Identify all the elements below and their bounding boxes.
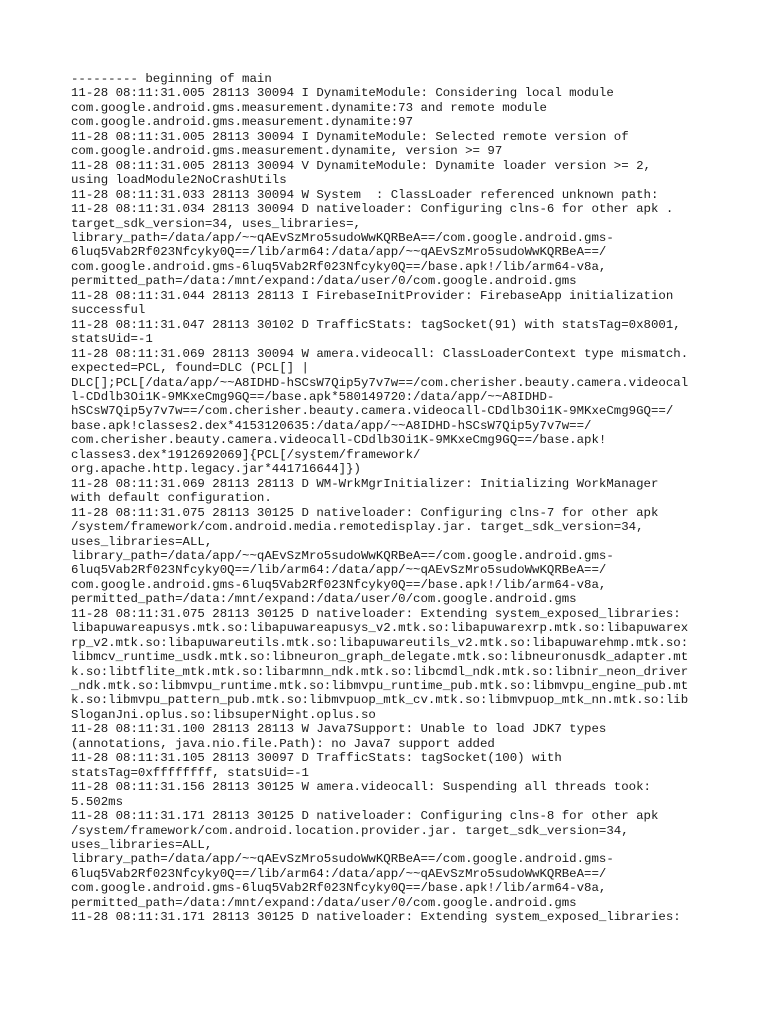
log-line: (annotations, java.nio.file.Path): no Java7 support added	[71, 736, 495, 751]
log-line: rp_v2.mtk.so:libapuwareutils.mtk.so:libapuwareutils_v2.mtk.so:libapuwarehmp.mtk.so:	[71, 635, 689, 650]
log-line: k.so:libmvpu_pattern_pub.mtk.so:libmvpuop_mtk_cv.mtk.so:libmvpuop_mtk_nn.mtk.so:lib	[71, 693, 689, 708]
log-line: 11-28 08:11:31.171 28113 30125 D nativeloader: Extending system_exposed_libraries:	[71, 910, 681, 925]
log-line: 11-28 08:11:31.105 28113 30097 D TrafficStats: tagSocket(100) with	[71, 751, 562, 766]
log-line: --------- beginning of main	[71, 72, 272, 86]
log-line: target_sdk_version=34, uses_libraries=,	[71, 216, 361, 231]
log-line: 11-28 08:11:31.005 28113 30094 V DynamiteModule: Dynamite loader version >= 2,	[71, 158, 651, 173]
log-line: /system/framework/com.android.media.remotedisplay.jar. target_sdk_version=34,	[71, 520, 644, 535]
log-line: hSCsW7Qip5y7v7w==/com.cherisher.beauty.camera.videocall-CDdlb3Oi1K-9MKxeCmg9GQ==/	[71, 404, 674, 419]
log-line: DLC[];PCL[/data/app/~~A8IDHD-hSCsW7Qip5y7v7w==/com.cherisher.beauty.camera.videocal	[71, 375, 689, 390]
log-line: com.cherisher.beauty.camera.videocall-CDdlb3Oi1K-9MKxeCmg9GQ==/base.apk!	[71, 433, 607, 448]
log-line: com.google.android.gms.measurement.dynamite:73 and remote module	[71, 100, 547, 115]
log-line: 11-28 08:11:31.005 28113 30094 I DynamiteModule: Selected remote version of	[71, 129, 629, 144]
log-line: 11-28 08:11:31.034 28113 30094 D nativeloader: Configuring clns-6 for other apk .	[71, 202, 674, 217]
log-line: com.google.android.gms-6luq5Vab2Rf023Nfcyky0Q==/base.apk!/lib/arm64-v8a,	[71, 577, 607, 592]
log-line: com.google.android.gms-6luq5Vab2Rf023Nfcyky0Q==/base.apk!/lib/arm64-v8a,	[71, 881, 607, 896]
log-line: libapuwareapusys.mtk.so:libapuwareapusys_v2.mtk.so:libapuwarexrp.mtk.so:libapuwarex	[71, 621, 689, 636]
log-document	[71, 72, 711, 925]
log-line: uses_libraries=ALL,	[71, 534, 213, 549]
log-line: expected=PCL, found=DLC (PCL[] |	[71, 361, 309, 376]
log-line: 11-28 08:11:31.100 28113 28113 W Java7Support: Unable to load JDK7 types	[71, 722, 607, 737]
log-line: classes3.dex*1912692069]{PCL[/system/framework/	[71, 447, 421, 462]
log-line: permitted_path=/data:/mnt/expand:/data/user/0/com.google.android.gms	[71, 592, 577, 607]
log-line: 6luq5Vab2Rf023Nfcyky0Q==/lib/arm64:/data/app/~~qAEvSzMro5sudoWwKQRBeA==/	[71, 563, 607, 578]
log-line: com.google.android.gms.measurement.dynamite, version >= 97	[71, 144, 503, 159]
log-line: com.google.android.gms-6luq5Vab2Rf023Nfcyky0Q==/base.apk!/lib/arm64-v8a,	[71, 259, 607, 274]
log-line: k.so:libtflite_mtk.mtk.so:libarmnn_ndk.mtk.so:libcmdl_ndk.mtk.so:libnir_neon_driver	[71, 664, 689, 679]
log-line: library_path=/data/app/~~qAEvSzMro5sudoWwKQRBeA==/com.google.android.gms-	[71, 548, 614, 563]
log-line: com.google.android.gms.measurement.dynamite:97	[71, 115, 414, 130]
log-line: base.apk!classes2.dex*4153120635:/data/app/~~A8IDHD-hSCsW7Qip5y7v7w==/	[71, 418, 592, 433]
log-line: permitted_path=/data:/mnt/expand:/data/user/0/com.google.android.gms	[71, 895, 577, 910]
log-line: 11-28 08:11:31.047 28113 30102 D TrafficStats: tagSocket(91) with statsTag=0x8001,	[71, 317, 681, 332]
log-line: library_path=/data/app/~~qAEvSzMro5sudoWwKQRBeA==/com.google.android.gms-	[71, 230, 614, 245]
log-line: 11-28 08:11:31.069 28113 30094 W amera.videocall: ClassLoaderContext type mismatch.	[71, 346, 689, 361]
log-line: SloganJni.oplus.so:libsuperNight.oplus.so	[71, 707, 376, 722]
log-line: 5.502ms	[71, 794, 124, 809]
log-line: 11-28 08:11:31.044 28113 28113 I FirebaseInitProvider: FirebaseApp initialization	[71, 288, 674, 303]
log-line: libmcv_runtime_usdk.mtk.so:libneuron_graph_delegate.mtk.so:libneuronusdk_adapter.mt	[71, 650, 689, 665]
log-line: 11-28 08:11:31.075 28113 30125 D nativeloader: Extending system_exposed_libraries:	[71, 606, 681, 621]
log-line: successful	[71, 303, 146, 318]
log-line: 11-28 08:11:31.069 28113 28113 D WM-WrkMgrInitializer: Initializing WorkManager	[71, 476, 659, 491]
log-line: 11-28 08:11:31.075 28113 30125 D nativeloader: Configuring clns-7 for other apk	[71, 505, 659, 520]
log-line: using loadModule2NoCrashUtils	[71, 173, 287, 188]
log-line: 11-28 08:11:31.033 28113 30094 W System : ClassLoader referenced unknown path:	[71, 187, 659, 202]
log-line: 11-28 08:11:31.171 28113 30125 D nativeloader: Configuring clns-8 for other apk	[71, 809, 659, 824]
log-line: statsUid=-1	[71, 332, 153, 347]
log-line: 11-28 08:11:31.005 28113 30094 I DynamiteModule: Considering local module	[71, 86, 614, 101]
log-line: org.apache.http.legacy.jar*441716644]})	[71, 462, 361, 477]
log-line: 6luq5Vab2Rf023Nfcyky0Q==/lib/arm64:/data/app/~~qAEvSzMro5sudoWwKQRBeA==/	[71, 866, 607, 881]
log-line: 6luq5Vab2Rf023Nfcyky0Q==/lib/arm64:/data/app/~~qAEvSzMro5sudoWwKQRBeA==/	[71, 245, 607, 260]
log-line: /system/framework/com.android.location.provider.jar. target_sdk_version=34,	[71, 823, 629, 838]
log-line: library_path=/data/app/~~qAEvSzMro5sudoWwKQRBeA==/com.google.android.gms-	[71, 852, 614, 867]
log-line: statsTag=0xffffffff, statsUid=-1	[71, 765, 309, 780]
log-line: 11-28 08:11:31.156 28113 30125 W amera.videocall: Suspending all threads took:	[71, 780, 651, 795]
log-line: with default configuration.	[71, 491, 272, 506]
log-line: permitted_path=/data:/mnt/expand:/data/user/0/com.google.android.gms	[71, 274, 577, 289]
log-line: _ndk.mtk.so:libmvpu_runtime.mtk.so:libmvpu_runtime_pub.mtk.so:libmvpu_engine_pub.mt	[71, 679, 689, 694]
log-line: uses_libraries=ALL,	[71, 838, 213, 853]
log-line: l-CDdlb3Oi1K-9MKxeCmg9GQ==/base.apk*580149720:/data/app/~~A8IDHD-	[71, 389, 555, 404]
